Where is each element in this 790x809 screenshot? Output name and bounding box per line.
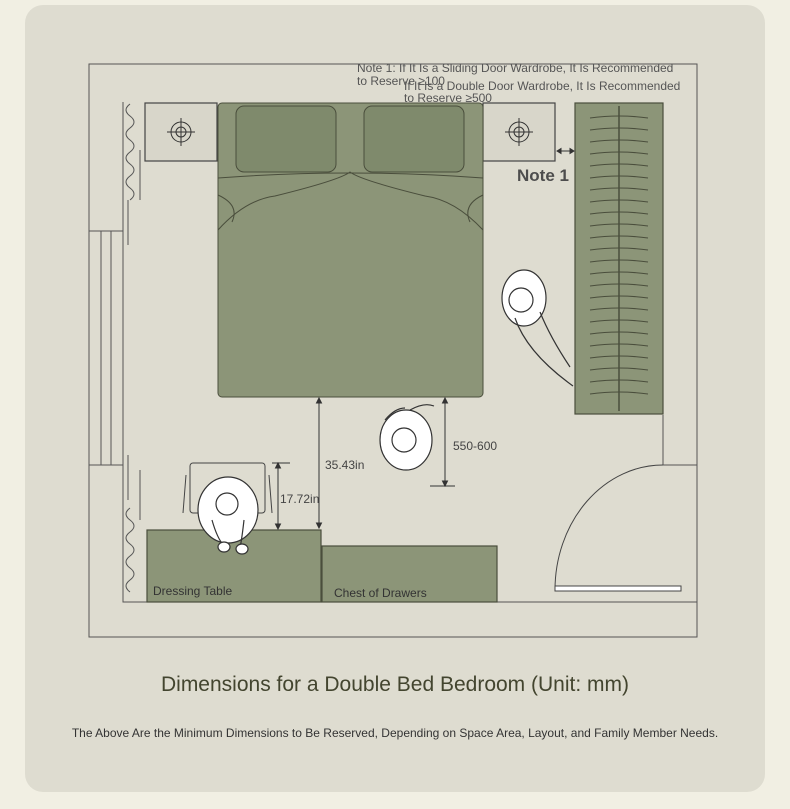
person-icon — [502, 270, 573, 386]
caption-title: Dimensions for a Double Bed Bedroom (Unit: mm) — [160, 673, 629, 696]
window — [89, 231, 123, 465]
dimension-bed-to-dresser: 35.43in — [325, 458, 365, 472]
person-icon — [380, 405, 434, 470]
dimension-aisle: 550-600 — [453, 439, 498, 453]
wardrobe — [575, 103, 663, 414]
note2-line2: to Reserve ≥500 — [404, 91, 492, 105]
dimension-chair-clearance: 17.72in — [280, 492, 320, 506]
door-swing-icon — [555, 465, 681, 591]
note1-line2: to Reserve ≥100 — [357, 74, 445, 88]
note1-line1: Note 1: If It Is a Sliding Door Wardrobe, It Is Recommended — [357, 61, 674, 75]
chest-of-drawers-label: Chest of Drawers — [334, 586, 427, 600]
note2-line1: If It Is a Double Door Wardrobe, It Is Recommended — [404, 79, 681, 93]
curtain-icon — [126, 104, 140, 592]
wardrobe-gap-arrow — [557, 149, 574, 154]
caption-subtitle: The Above Are the Minimum Dimensions to Be Reserved, Depending on Space Area, Layout, and Family Member Needs. — [71, 726, 719, 740]
double-bed — [218, 103, 483, 397]
note-tag: Note 1 — [517, 166, 569, 185]
dressing-table-label: Dressing Table — [153, 584, 233, 598]
